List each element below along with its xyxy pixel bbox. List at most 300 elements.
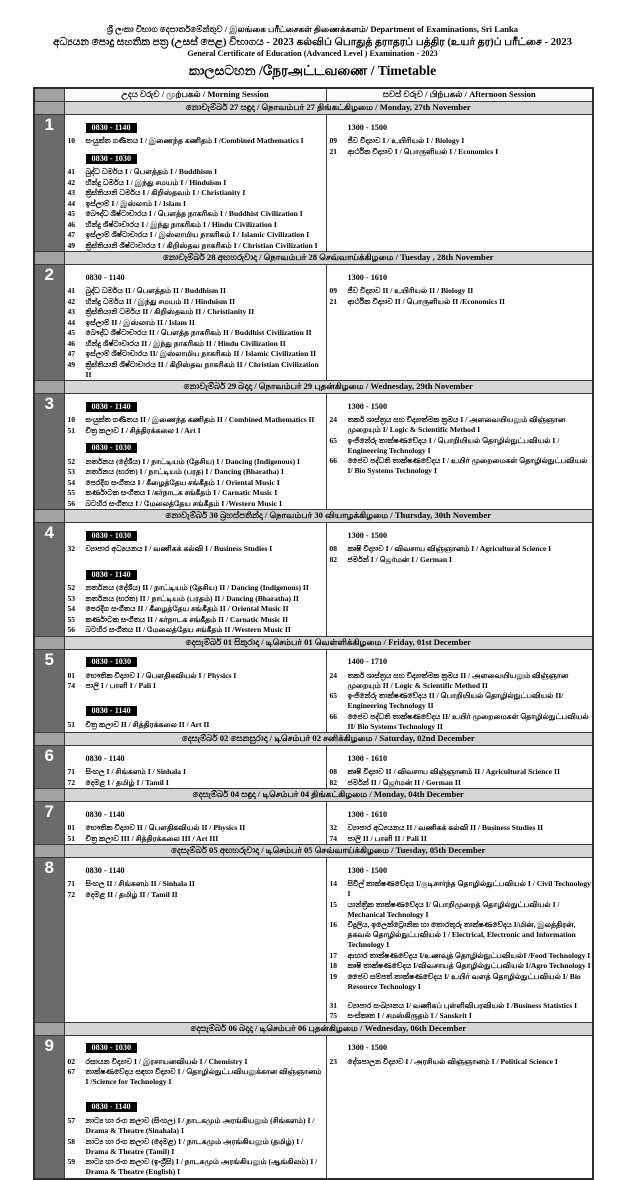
subject-item [65, 360, 326, 380]
subject-title: රසායන විද්‍යාව I / இரசாயனவியல் I / Chemistry I [85, 1056, 248, 1066]
subject-title: බෞද්ධ ශිෂ්ටාචාරය II / பௌத்த நாகரிகம் II / Buddhist Civilization II [85, 328, 312, 338]
subject-item [65, 328, 326, 338]
subject-title: පෙරදිග සංගීතය I / கீழைத்தேய சங்கீதம் I / Oriental Music I [85, 477, 280, 487]
subject-code: 24 [329, 415, 338, 425]
subject-item [65, 583, 326, 593]
subject-code: 82 [329, 555, 338, 564]
subject-code: 52 [67, 456, 76, 466]
time-label: 1300 - 1500 [347, 401, 388, 411]
date-band-left-cell [34, 733, 64, 746]
subject-item [65, 307, 326, 317]
subject-item [65, 1157, 326, 1177]
subject-title: ඉස්ලාම් ශිෂ්ටාචාරය II/ இஸ்லாமிய நாகரிகம் II / Islamic Civilization II [85, 349, 317, 359]
day-row [34, 1035, 593, 1178]
subject-item [327, 879, 593, 899]
subject-title: යාන්ත්‍රික තාක්ෂණවේදය I/ பொறிமுறைத் தொழில்நுட்பவியல் I / Mechanical Technology I [347, 899, 560, 919]
subject-item [65, 604, 326, 614]
subject-code: 56 [67, 498, 76, 508]
subject-code: 47 [67, 349, 76, 359]
subject-title: කර්ණාටක සංගීතය II / கர்நாடக சங்கீதம் II / Carnatic Music II [85, 614, 289, 624]
document-header [33, 24, 592, 80]
subject-item [65, 879, 326, 889]
subject-title: ව්‍යාපාර අධ්‍යයනය I / வணிகக் கல்வி I / Business Studies I [85, 544, 273, 554]
date-band-row [34, 510, 593, 523]
subject-code: 10 [67, 136, 76, 146]
subject-item [327, 778, 593, 788]
afternoon-session-cell [326, 115, 593, 252]
time-label: 0830 - 1140 [85, 272, 125, 282]
subject-item [65, 488, 326, 498]
day-row [34, 802, 593, 845]
subject-title: ව්‍යාපාර සංඛ්‍යානය I/ வணிகப் புள்ளிவிபரவியல் I /Business Statistics I [347, 1000, 578, 1010]
subject-code: 24 [329, 670, 338, 680]
subject-code: 44 [67, 198, 76, 208]
afternoon-session-cell [326, 802, 593, 845]
morning-session-cell [64, 746, 326, 789]
subject-code: 14 [329, 879, 338, 889]
time-label: 1300 - 1500 [347, 122, 388, 132]
time-badge: 0830 - 1140 [86, 123, 137, 133]
time-badge: 0830 - 1140 [86, 1102, 137, 1112]
subject-code: 18 [329, 961, 338, 971]
subject-item [327, 555, 593, 565]
subject-code: 51 [67, 425, 76, 435]
time-line [65, 651, 326, 669]
subject-title: නර්තනය (දේශීය) II / நாட்டியம் (தேசிய) II / Dancing (Indigenous) II [85, 583, 309, 592]
subject-item [327, 544, 593, 554]
subject-code: 66 [329, 456, 338, 466]
subject-item [65, 681, 326, 691]
subject-item [65, 318, 326, 328]
subject-code: 82 [329, 777, 338, 787]
subject-title: නාට්‍ය හා රංග කලාව (සිංහල) I / நாடகமும் அரங்கியலும் (சிங்களம்) I / Drama & Theatre (Sinahala) I [85, 1115, 315, 1135]
subject-title: ආර්ථික විද්‍යාව I / பொருளியல் I / Economics I [347, 146, 499, 156]
subject-code: 08 [329, 544, 338, 554]
subject-code: 53 [67, 467, 76, 477]
subject-item [327, 961, 593, 971]
subject-item [327, 297, 593, 307]
subject-code: 65 [329, 435, 338, 445]
subject-item [65, 671, 326, 681]
subject-code: 55 [67, 488, 76, 498]
subject-item [65, 890, 326, 900]
subject-code: 42 [67, 296, 76, 306]
subject-item [327, 415, 593, 435]
day-number: 9 [34, 1035, 64, 1178]
subject-title: ජර්මන් II / ஜெர்மன் II / German II [347, 777, 461, 787]
subject-title: සංස්කෘත I / சமஸ்கிருதம் I / Sanskrit I [347, 1011, 472, 1021]
day-number: 7 [34, 802, 64, 845]
time-line [65, 267, 326, 285]
subject-title: බුද්ධ ධර්මය II / பௌத்தம் II / Buddhism II [85, 286, 226, 296]
date-band-row [34, 252, 593, 265]
time-badge: 0830 - 1030 [86, 154, 138, 164]
subject-item [327, 1001, 593, 1011]
subject-title: ක්‍රිස්තියානි ශිෂ්ටාචාරය II / கிறிஸ்தவ நாகரிகம் II / Christian Civilization II [85, 359, 319, 379]
subject-title: තර්ක ශාස්ත්‍රය සහ විද්‍යාත්මක ක්‍රමය II / அளவையியலும் விஞ்ஞான முறையும் II / Logic & Scientific Method II [347, 670, 569, 690]
subject-code: 57 [67, 1115, 76, 1125]
time-label: 1400 - 1710 [347, 657, 388, 667]
subject-item [65, 1137, 326, 1157]
subject-code: 31 [329, 1000, 338, 1010]
subject-code: 02 [67, 1056, 76, 1066]
date-band-row [34, 381, 593, 394]
subject-title: දෙමළ I / தமிழ் I / Tamil I [85, 777, 169, 787]
subject-item [327, 671, 593, 691]
department-line: ශ්‍රී ලංකා විභාග දෙපාර්තමේන්තුව / இலங்கை பரீட்சைகள் திணைக்களம்/ Department of Examinations, Sri Lanka [106, 24, 519, 34]
subject-title: නර්තනය (භරත) II / நாட்டியம் (பரதம்) II / Dancing (Bharatha) II [85, 593, 299, 603]
day-row [34, 649, 593, 733]
subject-title: ජීව විද්‍යාව I / உயிரியல் I / Biology I [347, 136, 465, 146]
subject-item [65, 188, 326, 198]
subject-item [65, 467, 326, 477]
date-band-row [34, 789, 593, 802]
date-band-left-cell [34, 845, 64, 858]
subject-code: 51 [67, 833, 76, 843]
subject-title: හින්දු ශිෂ්ටාචාරය II / இந்து நாகரிகம் II / Hindu Civilization II [85, 338, 286, 348]
time-line [327, 804, 593, 822]
date-band-row [34, 733, 593, 746]
afternoon-session-cell [326, 649, 593, 733]
subject-item [65, 594, 326, 604]
subject-item [65, 1116, 326, 1136]
date-band-left-cell [34, 510, 64, 523]
subject-title: ආහාර තාක්ෂණවේදය I/உணவுத் தொழில்நுட்பவியல்I /Food Technology I [347, 950, 591, 960]
subject-code: 74 [67, 681, 76, 691]
subject-item [327, 1057, 593, 1067]
subject-item [65, 1057, 326, 1067]
subject-title: කෘෂි විද්‍යාව I / விவசாய விஞ்ஞானம் I / Agricultural Science I [347, 544, 552, 554]
time-line [65, 148, 326, 166]
date-band-left-cell [34, 252, 64, 265]
subject-title: බුද්ධ ධර්මය I / பௌத்தம் I / Buddhism I [85, 167, 218, 177]
subject-item [65, 767, 326, 777]
subject-code: 46 [67, 219, 76, 229]
subject-title: ආර්ථික විද්‍යාව II / பொருளியல் II /Economics II [347, 296, 505, 306]
date-band-row [34, 1022, 593, 1035]
subject-title: දෙමළ II / தமிழ் II / Tamil II [85, 889, 178, 899]
exam-name-line: අධ්‍යයන පොදු සහතික පත්‍ර (උසස් පෙළ) විභාගය - 2023 கல்விப் பொதுத் தராதரப் பத்திர (உயர் தர)ப் பரீட்சை - 2023 [53, 36, 572, 48]
subject-code: 58 [67, 1136, 76, 1146]
date-band: දෙසැම්බර් 02 සෙනසුරාදා / டிசெம்பர் 02 சனிக்கிழமை / Saturday, 02nd December [64, 733, 593, 746]
subject-code: 51 [67, 719, 76, 729]
date-band-row [34, 636, 593, 649]
subject-title: ක්‍රිස්තියානි ශිෂ්ටාචාරය I / கிறிஸ்தவ நாகரிகம் I / Christian Civilization I [85, 240, 318, 250]
time-line [65, 1037, 326, 1055]
subject-title: ව්‍යාපාර අධ්‍යයනය II / வணிகக் கல்வி II / Business Studies II [347, 823, 544, 833]
time-line [65, 860, 326, 878]
subject-code: 42 [67, 177, 76, 187]
subject-item [65, 339, 326, 349]
subject-title: බටහිර සංගීතය I / மேலைத்தேய சங்கீதம் I /Western Music I [85, 498, 282, 508]
time-label: 0830 - 1140 [85, 753, 125, 763]
subject-code: 56 [67, 625, 76, 635]
morning-session-cell [64, 265, 326, 381]
date-band: නොවැම්බර් 29 බදාදා / நொவம்பர் 29 புதன்கிழமை / Wednesday, 29th November [64, 381, 593, 394]
subject-item [327, 972, 593, 992]
subject-item [65, 220, 326, 230]
subject-title: පාලි II / பாளி II / Pali II [347, 833, 427, 843]
afternoon-session-cell [326, 394, 593, 510]
date-band: දෙසැම්බර් 04 සඳුදා / டிசெம்பர் 04 திங்கட்கிழமை / Monday, 04th December [64, 789, 593, 802]
subject-code: 15 [329, 899, 338, 909]
morning-session-cell [64, 858, 326, 1023]
subject-code: 16 [329, 920, 338, 930]
subject-code: 43 [67, 188, 76, 198]
day-row [34, 746, 593, 789]
subject-item [327, 900, 593, 920]
subject-title: නාට්‍ය හා රංග කලාව (දෙමළ) I / நாடகமும் அரங்கியலும் (தமிழ்) I / Drama & Theatre (Tamil) I [85, 1136, 304, 1156]
day-number: 6 [34, 746, 64, 789]
time-label: 1300 - 1610 [347, 272, 388, 282]
date-band-left-cell [34, 381, 64, 394]
day-row [34, 523, 593, 636]
time-line [65, 525, 326, 543]
subject-item [65, 778, 326, 788]
subject-title: චිත්‍ර කලාව I / சித்திரக்கலை I / Art I [85, 425, 201, 435]
subject-title: ජීව විද්‍යාව II / உயிரியல் II / Biology II [347, 286, 474, 296]
subject-code: 41 [67, 167, 76, 177]
subject-item [65, 178, 326, 188]
subject-title: ඉස්ලාම් ශිෂ්ටාචාරය I / இஸ்லாமிய நாகரிகம் I / Islamic Civilization I [85, 230, 310, 240]
subject-item [65, 136, 326, 146]
time-line [65, 117, 326, 135]
subject-code: 72 [67, 777, 76, 787]
subject-title: දේශපාලන විද්‍යාව I / அரசியல் விஞ்ஞானம் I / Political Science I [347, 1056, 558, 1066]
subject-item [65, 823, 326, 833]
subject-title: ඉංජිනේරු තාක්ෂණවේදය II / பொறியியல் தொழில்நுட்பவியல் II/ Engineering Technology II [347, 691, 564, 711]
time-badge: 0830 - 1030 [86, 443, 138, 453]
subject-item [327, 834, 593, 844]
subject-code: 47 [67, 230, 76, 240]
time-line [65, 564, 326, 582]
subject-item [65, 297, 326, 307]
time-label: 1300 - 1610 [347, 809, 388, 819]
time-line [327, 525, 593, 543]
date-band-left-cell [34, 789, 64, 802]
day-number: 1 [34, 115, 64, 252]
afternoon-session-cell [326, 265, 593, 381]
exam-name-english-line: General Certificate of Education (Advanced Level ) Examination - 2023 [187, 48, 438, 58]
subject-code: 08 [329, 767, 338, 777]
date-band: දෙසැම්බර් 05 අඟහරුවාදා / டிசெம்பர் 05 செவ்வாய்க்கிழமை / Tuesday, 05th December [64, 845, 593, 858]
subject-title: පෙරදිග සංගීතය II / கீழைத்தேய சங்கீதம் II / Oriental Music II [85, 604, 289, 614]
subject-code: 45 [67, 209, 76, 219]
subject-code: 32 [67, 544, 76, 554]
morning-session-header: උදය වරුව / முற்பகல் / Morning Session [64, 88, 326, 102]
subject-item [65, 499, 326, 509]
page-title: කාලසටහන /நேரஅட்டவணை / Timetable [188, 63, 437, 79]
subject-title: චිත්‍ර කලාව III / சித்திரக்கலை III / Art III [85, 833, 219, 843]
subject-code: 65 [329, 691, 338, 701]
date-band-left-cell [34, 1022, 64, 1035]
subject-title: ක්‍රිස්තියානි ධර්මය I / கிறிஸ்தவம் I / Christianity I [85, 188, 246, 198]
subject-item [327, 136, 593, 146]
subject-item [327, 767, 593, 777]
subject-code: 52 [67, 583, 76, 592]
subject-code: 59 [67, 1157, 76, 1167]
subject-title: පාලි I / பாளி I / Pali I [85, 681, 156, 691]
morning-session-cell [64, 523, 326, 636]
time-label: 1300 - 1500 [347, 1043, 388, 1053]
subject-item [327, 712, 593, 732]
time-line [65, 396, 326, 414]
subject-title: නර්තනය (භරත) I / நாட்டியம் (பரத) I / Dancing (Bharatha) I [85, 467, 284, 477]
subject-title: කෘෂි විද්‍යාව II / விவசாய விஞ்ஞானம் II / Agricultural Science II [347, 767, 560, 777]
subject-title: බෞද්ධ ශිෂ්ටාචාරය I / பௌத்த நாகரிகம் I / Buddhist Civilization I [85, 209, 303, 219]
subject-item [65, 426, 326, 436]
subject-title: ජෛව සම්පත් තාක්ෂණවේදය I/ உயிர் வளத் தொழில்நுட்பவியல் I/ Bio Resource Technology I [347, 971, 581, 991]
subject-item [327, 920, 593, 950]
time-line [65, 1096, 326, 1114]
subject-title: ජෛව පද්ධති තාක්ෂණවේදය II/ உயிர் முறைமைகள் தொழில்நுட்பவியல் II/ Bio Systems Technology II [347, 711, 589, 731]
morning-session-cell [64, 394, 326, 510]
subject-title: හින්දු ධර්මය II / இந்து சமயம் II / Hinduism II [85, 296, 236, 306]
subject-code: 54 [67, 604, 76, 614]
subject-code: 66 [329, 711, 338, 721]
date-band-left-cell [34, 102, 64, 115]
subject-item [65, 167, 326, 177]
subject-title: ජර්මන් I / ஜெர்மன் I / German I [347, 555, 452, 564]
time-badge: 0830 - 1140 [86, 706, 137, 716]
subject-code: 54 [67, 477, 76, 487]
subject-title: සංයුක්ත ගණිතය I / இணைந்த கணிதம் I /Combined Mathematics I [85, 136, 304, 146]
day-row [34, 394, 593, 510]
subject-code: 71 [67, 767, 76, 777]
subject-code: 01 [67, 823, 76, 833]
subject-title: භෞතික විද්‍යාව II / பௌதிகவியல் II / Physics II [85, 823, 246, 833]
time-line [327, 396, 593, 414]
date-band-row [34, 102, 593, 115]
afternoon-session-header: සවස් වරුව / பிற்பகல் / Afternoon Session [326, 88, 593, 102]
afternoon-session-cell [326, 1035, 593, 1178]
subject-item [65, 478, 326, 488]
subject-title: භෞතික විද්‍යාව I / பௌதிகவியல் I / Physics I [85, 670, 237, 680]
subject-title: කෘෂි තාක්ෂණවේදය I/விவசாயத் தொழில்நுட்பவியல் I/Agro Technology I [347, 961, 591, 971]
day-number: 8 [34, 858, 64, 1023]
subject-item [65, 241, 326, 251]
time-badge: 0830 - 1030 [86, 1043, 138, 1053]
subject-item [327, 286, 593, 296]
timetable-table [33, 87, 594, 1179]
subject-title: ජෛව පද්ධති තාක්ෂණවේදය I / உயிர் முறைமைகள் தொழில்நுட்பவியல் I/ Bio Systems Technology I [347, 456, 588, 476]
subject-item [327, 436, 593, 456]
subject-code: 75 [329, 1011, 338, 1021]
time-line [327, 1037, 593, 1055]
subject-code: 09 [329, 136, 338, 146]
subject-code: 49 [67, 240, 76, 250]
day-row [34, 265, 593, 381]
time-badge: 0830 - 1140 [86, 402, 137, 412]
corner-cell [34, 88, 64, 102]
morning-session-cell [64, 649, 326, 733]
subject-code: 43 [67, 307, 76, 317]
morning-session-cell [64, 1035, 326, 1178]
subject-title: සිංහල II / சிங்களம் II / Sinhala II [85, 879, 195, 889]
afternoon-session-cell [326, 746, 593, 789]
subject-code: 21 [329, 296, 338, 306]
column-header-row [34, 88, 593, 102]
morning-session-cell [64, 802, 326, 845]
subject-title: හින්දු ශිෂ්ටාචාරය I / இந்து நாகரிகம் I / Hindu Civilization I [85, 219, 277, 229]
time-badge: 0830 - 1030 [86, 657, 138, 667]
subject-code: 41 [67, 286, 76, 296]
day-row [34, 858, 593, 1023]
time-line [327, 860, 593, 878]
date-band: දෙසැම්බර් 06 බදාදා / டிசெம்பர் 06 புதன்கிழமை / Wednesday, 06th December [64, 1022, 593, 1035]
subject-code: 17 [329, 950, 338, 960]
subject-item [65, 415, 326, 425]
subject-code: 32 [329, 823, 338, 833]
subject-title: සිංහල I / சிங்களம் I / Sinhala I [85, 767, 186, 777]
subject-title: තර්ක ශාස්ත්‍රය සහ විද්‍යාත්මක ක්‍රමය I / அளவையியலும் விஞ்ஞான முறையும் I/ Logic & Scientific Method I [347, 415, 566, 435]
time-line [65, 748, 326, 766]
time-line [65, 804, 326, 822]
subject-item [65, 199, 326, 209]
subject-item [327, 456, 593, 476]
time-line [65, 700, 326, 718]
subject-item [65, 544, 326, 554]
time-line [327, 267, 593, 285]
subject-title: නාට්‍ය හා රංග කලාව (ඉංග්‍රීසි) I / நாடகமும் அரங்கியலும் (ஆங்கிலம்) I / Drama & Theatre (English) I [85, 1157, 318, 1177]
subject-title: බටහිර සංගීතය II / மேலைத்தேய சங்கீதம் II /Western Music II [85, 625, 291, 635]
subject-item [65, 209, 326, 219]
subject-title: ඉංජිනේරු තාක්ෂණවේදය I / பொறியியல் தொழில்நுட்பவியல் I / Engineering Technology I [347, 435, 560, 455]
subject-item [327, 823, 593, 833]
time-line [65, 437, 326, 455]
subject-code: 44 [67, 317, 76, 327]
subject-code: 46 [67, 338, 76, 348]
subject-code: 01 [67, 670, 76, 680]
subject-item [65, 457, 326, 467]
subject-item [65, 349, 326, 359]
date-band: නොවැම්බර් 27 සඳුදා / நொவம்பர் 27 திங்கட்கிழமை / Monday, 27th November [64, 102, 593, 115]
date-band-row [34, 845, 593, 858]
time-line [327, 117, 593, 135]
subject-code: 23 [329, 1056, 338, 1066]
date-band: දෙසැම්බර් 01 සිකුරාදා / டிசெம்பர் 01 வெள்ளிக்கிழமை / Friday, 01st December [64, 636, 593, 649]
day-number: 5 [34, 649, 64, 733]
subject-title: හින්දු ධර්මය I / இந்து சமயம் I / Hinduism I [85, 177, 227, 187]
subject-code: 49 [67, 359, 76, 369]
subject-code: 19 [329, 971, 338, 981]
subject-item [65, 720, 326, 730]
time-label: 0830 - 1140 [85, 865, 125, 875]
afternoon-session-cell [326, 858, 593, 1023]
subject-code: 71 [67, 879, 76, 889]
subject-title: සංයුක්ත ගණිතය II / இணைந்த கணிதம் II / Combined Mathematics II [85, 415, 315, 425]
subject-item [65, 615, 326, 625]
subject-item [65, 834, 326, 844]
time-label: 1300 - 1500 [347, 530, 388, 540]
subject-title: චිත්‍ර කලාව II / சித்திரக்கலை II / Art II [85, 719, 210, 729]
subject-code: 74 [329, 833, 338, 843]
subject-item [327, 147, 593, 157]
subject-title: ක්‍රිස්තියානි ධර්මය II / கிறிஸ்தவம் II / Christianity II [85, 307, 255, 317]
time-line [327, 748, 593, 766]
date-band: නොවැම්බර් 28 අඟහරුවාදා / நொவம்பர் 28 செவ்வாய்க்கிழமை / Tuesday , 28th November [64, 252, 593, 265]
time-label: 1300 - 1610 [347, 753, 388, 763]
day-number: 2 [34, 265, 64, 381]
time-badge: 0830 - 1140 [86, 570, 137, 580]
subject-code: 53 [67, 593, 76, 603]
subject-title: සිවිල් තාක්ෂණවේදය I/குடிசார்ந்த தொழில்நுட்பவியல் I / Civil Technology I [347, 879, 591, 899]
time-label: 1300 - 1500 [347, 865, 388, 875]
subject-code: 10 [67, 415, 76, 425]
subject-title: ඉස්ලාම් II / இஸ்லாம் II / Islam II [85, 317, 195, 327]
subject-code: 21 [329, 146, 338, 156]
subject-code: 45 [67, 328, 76, 338]
